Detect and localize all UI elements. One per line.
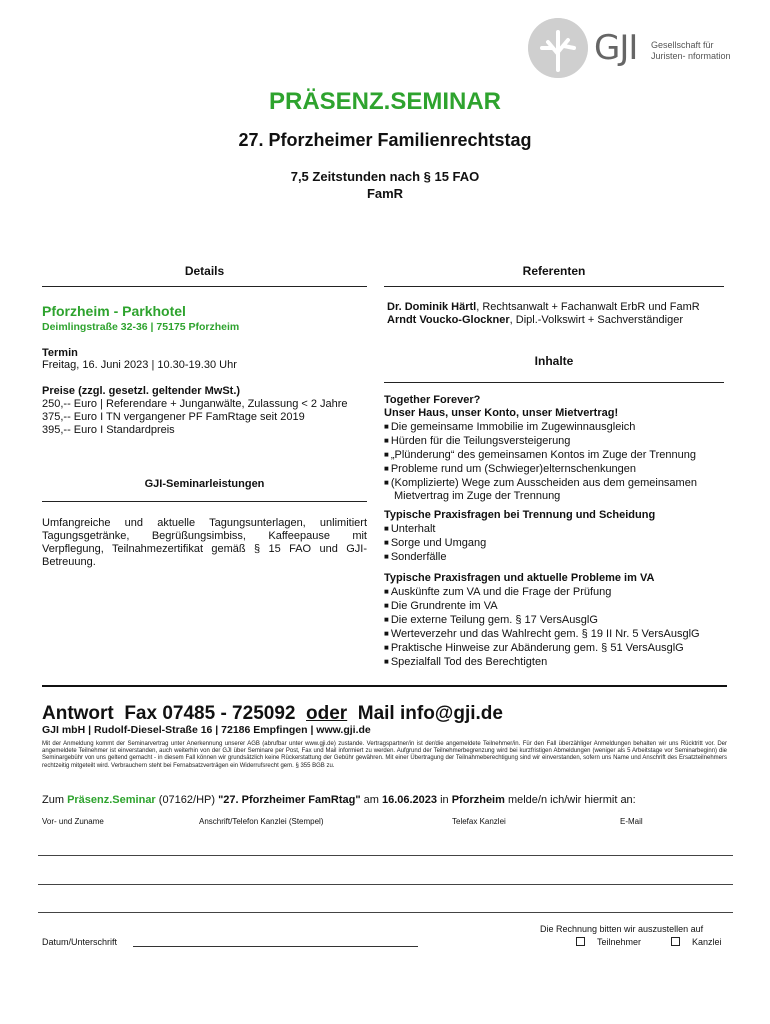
logo-text: GJI xyxy=(594,28,638,68)
list-item: ■ Praktische Hinweise zur Abänderung gem. § 51 VersAusglG xyxy=(384,641,700,655)
list-item: ■ Sonderfälle xyxy=(384,550,655,564)
price-item: 395,-- Euro I Standardpreis xyxy=(42,424,175,436)
list-item: ■ Sorge und Umgang xyxy=(384,536,655,550)
block3-title: Typische Praxisfragen und aktuelle Probleme im VA xyxy=(384,572,655,584)
signup-text: Zum xyxy=(42,794,68,806)
signup-text: am xyxy=(360,794,382,806)
block2-title: Typische Praxisfragen bei Trennung und Scheidung xyxy=(384,509,656,521)
invoice-option-firm[interactable] xyxy=(671,937,722,947)
price-item: 375,-- Euro I TN vergangener PF FamRtage seit 2019 xyxy=(42,411,305,423)
referenten-rule xyxy=(384,286,724,287)
antwort-fax: Antwort Fax 07485 - 725092 xyxy=(42,703,307,724)
leistungen-rule xyxy=(42,501,367,502)
invoice-label: Die Rechnung bitten wir auszustellen auf xyxy=(540,924,704,934)
inhalte-rule xyxy=(384,382,724,383)
form-line-3[interactable] xyxy=(38,912,733,913)
referenten-heading: Referenten xyxy=(522,264,586,278)
col-name-label: Vor- und Zuname xyxy=(42,817,104,826)
signature-line[interactable] xyxy=(133,946,418,947)
speaker-1-name: Dr. Dominik Härtl xyxy=(387,301,477,313)
hours-line1: 7,5 Zeitstunden nach § 15 FAO xyxy=(290,169,480,184)
tree-icon xyxy=(528,18,588,78)
signup-text: (07162/HP) xyxy=(155,794,219,806)
logo-subtitle xyxy=(651,40,731,62)
inhalte-block-1 xyxy=(384,394,729,503)
list-item: ■ Werteverzehr und das Wahlrecht gem. § 19 II Nr. 5 VersAusglG xyxy=(384,627,700,641)
termin-value: Freitag, 16. Juni 2023 | 10.30-19.30 Uhr xyxy=(42,359,237,371)
option-firm-label: Kanzlei xyxy=(692,937,722,947)
list-item: ■ Spezialfall Tod des Berechtigten xyxy=(384,655,700,669)
speaker-2-name: Arndt Voucko-Glockner xyxy=(387,314,510,326)
antwort-mail: Mail info@gji.de xyxy=(347,703,503,724)
leistungen-text: Umfangreiche und aktuelle Tagungsunterlagen, unlimitiert Tagungsgetränke, Begrüßungsimbiss, Kaffeepause mit Verpflegung, Teilnahmezertifikat gemäß § 15 FAO und GJI-Betreuung. xyxy=(42,517,367,568)
invoice-option-participant[interactable] xyxy=(576,937,641,947)
signup-seminar: Präsenz.Seminar xyxy=(67,794,156,806)
legal-text: Mit der Anmeldung kommt der Seminarvertrag unter Anerkennung unserer AGB (abrufbar unter www.gji.de) zustande. Vertragspartner/in ist der/die angemeldete Teilnehmer/in. Für den Fall überzähliger Anmeldungen behalten wir uns Rücktritt vor. Der angemeldete Teilnehmer ist einverstanden, auch weiterhin von der GJI über Seminare per Post, Fax und Mail informiert zu werden. Aufgrund der Teilnehmerbegrenzung wird bei kurzfristigen Abmeldungen (weniger als 5 Arbeitstage vor Seminarbeginn) die Seminargebühr von uns geltend gemacht - in diesem Fall können wir grundsätzlich keine Rückerstattung der Gebühr gewähren. Mit einer Übertragung der Teilnahmeberechtigung sind wir einverstanden, sofern uns Name und Anschrift des Ersatzteilnehmers rechtzeitig mitgeteilt wird. Verbrauchern steht bei Fernabsatzverträgen ein Widerrufsrecht gem. § 355 BGB zu. xyxy=(42,741,727,769)
company-address: GJI mbH | Rudolf-Diesel-Straße 16 | 72186 Empfingen | www.gji.de xyxy=(42,724,371,736)
details-rule xyxy=(42,286,367,287)
speaker-1 xyxy=(387,301,700,314)
list-item-continued: Mietvertrag im Zuge der Trennung xyxy=(394,490,561,502)
signup-line xyxy=(42,794,636,806)
logo-sub-line1: Gesellschaft für xyxy=(651,40,714,50)
col-fax-label: Telefax Kanzlei xyxy=(452,817,506,826)
list-item: ■ Auskünfte zum VA und die Frage der Prüfung xyxy=(384,585,700,599)
signature-label: Datum/Unterschrift xyxy=(42,937,118,947)
logo-sub-line2: Juristen- nformation xyxy=(651,51,731,61)
gji-logo-mark xyxy=(528,18,588,78)
list-item: ■ Probleme rund um (Schwieger)elternschenkungen xyxy=(384,462,729,476)
list-item: ■ (Komplizierte) Wege zum Ausscheiden aus dem gemeinsamen xyxy=(384,476,729,490)
price-list xyxy=(42,398,348,437)
page-title: PRÄSENZ.SEMINAR xyxy=(268,88,502,115)
col-address-label: Anschrift/Telefon Kanzlei (Stempel) xyxy=(199,817,324,826)
checkbox-participant[interactable] xyxy=(576,937,585,946)
details-heading: Details xyxy=(184,264,225,278)
signup-text: in xyxy=(437,794,452,806)
list-item: ■ Hürden für die Teilungsversteigerung xyxy=(384,434,729,448)
antwort-rule xyxy=(42,685,727,687)
list-item: ■ Die gemeinsame Immobilie im Zugewinnausgleich xyxy=(384,420,729,434)
col-email-label: E-Mail xyxy=(620,817,643,826)
form-line-1[interactable] xyxy=(38,855,733,856)
option-participant-label: Teilnehmer xyxy=(597,937,642,947)
hours-info xyxy=(0,168,770,202)
prices-label: Preise (zzgl. gesetzl. geltender MwSt.) xyxy=(42,385,241,397)
signup-date: 16.06.2023 xyxy=(381,794,438,806)
inhalte-block-3 xyxy=(384,572,700,669)
block1-title-2: Unser Haus, unser Konto, unser Mietvertrag! xyxy=(384,407,619,419)
hours-line2: FamR xyxy=(366,186,404,201)
seminar-subtitle: 27. Pforzheimer Familienrechtstag xyxy=(238,130,532,150)
signup-city: Pforzheim xyxy=(451,794,505,806)
venue-name: Pforzheim - Parkhotel xyxy=(42,303,186,319)
list-item: ■ „Plünderung“ des gemeinsamen Kontos im Zuge der Trennung xyxy=(384,448,729,462)
inhalte-heading: Inhalte xyxy=(534,354,574,368)
list-item: ■ Unterhalt xyxy=(384,522,655,536)
speaker-2-role: , Dipl.-Volkswirt + Sachverständiger xyxy=(509,314,683,326)
venue-address: Deimlingstraße 32-36 | 75175 Pforzheim xyxy=(42,321,240,333)
block1-title-1: Together Forever? xyxy=(384,394,481,406)
antwort-oder: oder xyxy=(306,703,348,724)
signup-title: "27. Pforzheimer FamRtag" xyxy=(218,794,361,806)
checkbox-firm[interactable] xyxy=(671,937,680,946)
inhalte-block-2 xyxy=(384,509,655,564)
price-item: 250,-- Euro | Referendare + Junganwälte, Zulassung < 2 Jahre xyxy=(42,398,348,410)
speaker-2 xyxy=(387,314,683,327)
list-item: ■ Die externe Teilung gem. § 17 VersAusglG xyxy=(384,613,700,627)
antwort-heading xyxy=(42,703,503,725)
list-item: ■ Die Grundrente im VA xyxy=(384,599,700,613)
speaker-1-role: , Rechtsanwalt + Fachanwalt ErbR und FamR xyxy=(476,301,700,313)
termin-label: Termin xyxy=(42,347,78,359)
signup-text: melde/n ich/wir hiermit an: xyxy=(504,794,636,806)
leistungen-heading: GJI-Seminarleistungen xyxy=(144,478,265,490)
form-line-2[interactable] xyxy=(38,884,733,885)
